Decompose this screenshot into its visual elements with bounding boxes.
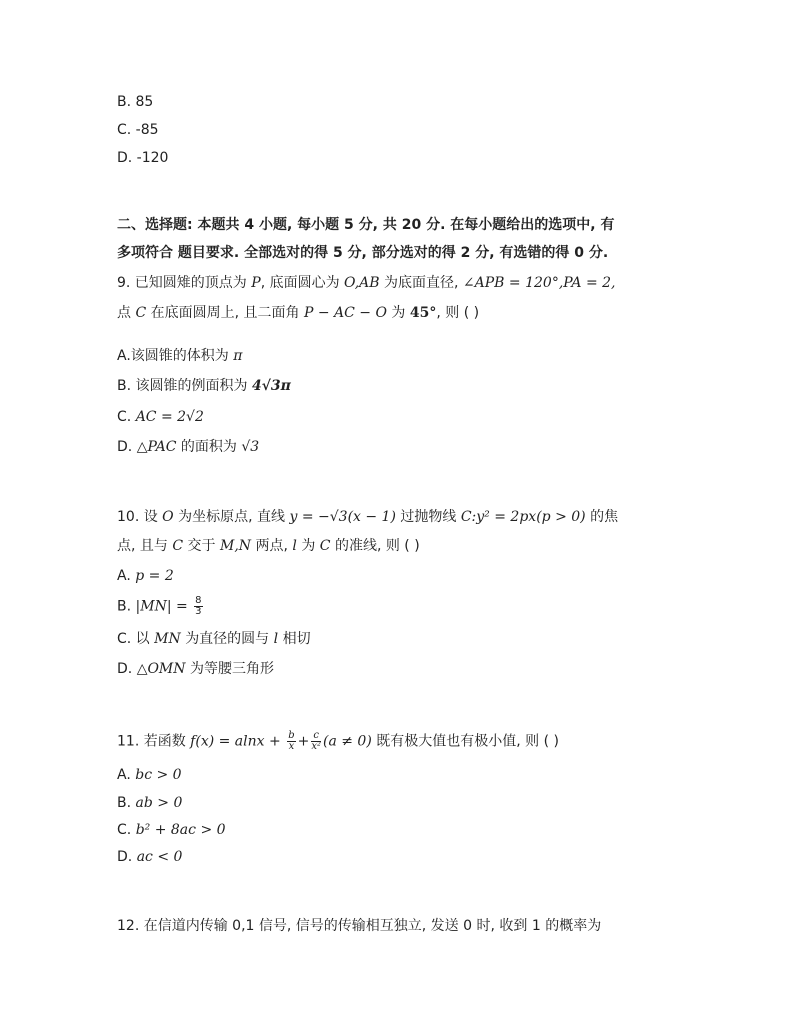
q9-option-d-text: 的面积为 [180,439,237,455]
q10-text: 两点, [255,538,288,554]
q9-option-d-math: √3 [241,439,260,455]
q9-option-c-label: C. [117,409,132,425]
fraction-numerator: c [311,731,321,742]
q10-stem-line1 [117,507,618,527]
q11-option-c [117,820,226,840]
q10-option-c-l: l [273,631,279,647]
q10-math-c2: C [319,538,331,554]
q10-math-o: O [162,509,174,525]
q9-text: 9. 已知圆雉的顶点为 [117,275,247,291]
q10-option-c-end: 相切 [282,631,311,647]
q10-text: 为 [301,538,316,554]
section-heading-line2: 多项符合 题目要求. 全部选对的得 5 分, 部分选对的得 2 分, 有选错的得 0 分. [117,245,609,261]
q9-option-a-math: π [233,348,243,364]
q9-option-a [117,346,242,366]
q9-stem-line2 [117,303,479,323]
q11-option-b-math: ab > 0 [135,795,183,811]
q10-option-a-label: A. [117,568,131,584]
q10-option-c [117,629,311,649]
q10-option-b-label: B. [117,598,132,615]
q9-option-d-label: D. [117,439,133,455]
q11-math-plus: + [297,733,310,750]
q10-text: 过抛物线 [400,509,457,525]
q9-stem-line1 [117,273,616,293]
q9-option-b-math: 4√3π [251,378,291,394]
q10-math-c: C [172,538,184,554]
fraction-denominator: x² [311,741,321,752]
q9-text: 点 [117,305,131,321]
q10-text: 的准线, 则 ( ) [334,538,420,554]
q10-text: 10. 设 [117,509,158,525]
q10-option-d-triangle: △OMN [136,661,186,677]
q10-text: 交于 [187,538,216,554]
q9-option-c-math: AC = 2√2 [135,409,204,425]
q10-option-a-math: p = 2 [135,568,174,584]
section-heading-line1: 二、选择题: 本题共 4 小题, 每小题 5 分, 共 20 分. 在每小题给出的选项中, 有 [117,217,615,233]
q9-math-oab: O,AB [344,275,380,291]
q10-option-b [117,596,205,617]
q10-option-c-text: 为直径的圆与 [185,631,270,647]
q10-option-b-fraction [194,596,202,617]
q11-option-c-math: b² + 8ac > 0 [135,822,226,838]
fraction-numerator: 8 [195,595,202,606]
q10-math-l: l [292,538,297,554]
q9-option-b [117,376,291,396]
q8-option-c: C. -85 [117,122,159,138]
q11-fraction-c-over-x2 [311,731,321,752]
q9-math-dihedral: P − AC − O [303,305,387,321]
q11-option-a-math: bc > 0 [135,767,182,783]
q9-math-c: C [135,305,147,321]
q9-math-angle: ∠APB = 120°,PA = 2, [462,275,616,291]
fraction-denominator: x [288,741,295,752]
q9-text: 为底面直径, [384,275,459,291]
q9-text: 为 [391,305,406,321]
q10-text: 点, 且与 [117,538,168,554]
q10-text: 的焦 [590,509,619,525]
q11-option-c-label: C. [117,822,132,838]
q9-option-a-text: A.该圆锥的体积为 [117,348,229,364]
q9-text: , 则 ( ) [436,305,480,321]
fraction-numerator: b [288,730,295,741]
q10-option-a [117,566,174,586]
q8-option-b: B. 85 [117,94,154,110]
q9-option-d-triangle: △PAC [136,439,177,455]
q9-math-p: P [251,275,261,291]
q11-stem [117,731,559,752]
q9-option-c [117,407,204,427]
q9-option-b-text: B. 该圆锥的例面积为 [117,378,248,394]
q12-stem: 12. 在信道内传输 0,1 信号, 信号的传输相互独立, 发送 0 时, 收到 1 的概率为 [117,918,602,934]
q11-math-f: f(x) = alnx + [190,733,281,750]
q10-option-c-label: C. 以 [117,631,150,647]
q11-option-b [117,793,182,813]
q10-text: 为坐标原点, 直线 [178,509,286,525]
q11-option-d-math: ac < 0 [136,849,183,865]
fraction-denominator: 3 [195,606,202,617]
q10-option-c-math: MN [154,631,181,647]
q10-option-d [117,659,274,679]
q10-math-mn: M,N [219,538,252,554]
q11-option-a [117,765,182,785]
q10-math-line: y = −√3(x − 1) [289,509,396,525]
q11-text: 既有极大值也有极小值, 则 ( ) [376,733,559,750]
q11-fraction-b-over-x [287,731,295,752]
q10-option-d-text: 为等腰三角形 [189,661,274,677]
q11-option-b-label: B. [117,795,132,811]
q8-option-d: D. -120 [117,150,169,166]
q11-option-d-label: D. [117,849,133,865]
q9-math-deg: 45° [409,305,437,321]
q11-math-cond: (a ≠ 0) [322,733,372,750]
q9-text: , 底面圆心为 [260,275,340,291]
q10-option-d-label: D. [117,661,133,677]
q10-option-b-math: |MN| = [135,598,188,615]
q9-text: 在底面圆周上, 且二面角 [150,305,300,321]
q10-math-parabola: C:y² = 2px(p > 0) [460,509,586,525]
q11-option-a-label: A. [117,767,131,783]
q9-option-d [117,437,259,457]
q11-text: 11. 若函数 [117,733,186,750]
q10-stem-line2 [117,536,420,556]
q11-option-d [117,847,182,867]
